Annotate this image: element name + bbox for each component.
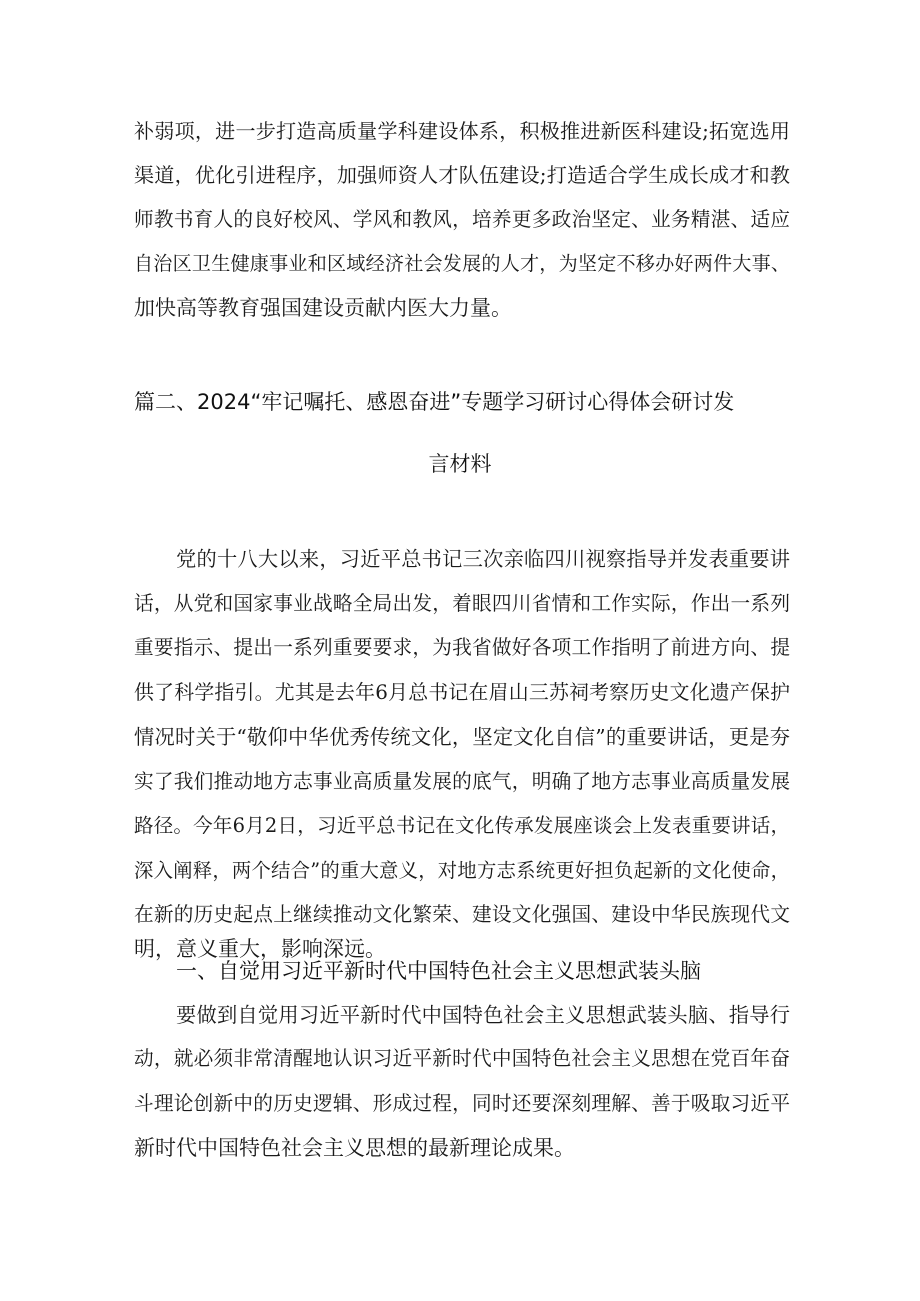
paragraph-1-line-1: 党的十八大以来，习近平总书记三次亲临四川视察指导并发表重要讲 bbox=[176, 547, 790, 571]
intro-line-3: 师教书育人的良好校风、学风和教风，培养更多政治坚定、业务精湛、适应 bbox=[134, 208, 790, 231]
chapter-title-line-1: 篇二、2024“牢记嘱托、感恩奋进”专题学习研讨心得体会研讨发 bbox=[134, 390, 735, 414]
paragraph-1-line-10: 明，意义重大，影响深远。 bbox=[134, 937, 386, 961]
intro-line-5: 加快高等教育强国建设贡献内医大力量。 bbox=[134, 296, 512, 320]
intro-line-1: 补弱项，进一步打造高质量学科建设体系，积极推进新医科建设;拓宽选用 bbox=[134, 119, 790, 143]
paragraph-2-line-1: 要做到自觉用习近平新时代中国特色社会主义思想武装头脑、指导行 bbox=[176, 1003, 790, 1027]
paragraph-1-line-2: 话，从党和国家事业战略全局出发，着眼四川省情和工作实际，作出一系列 bbox=[134, 592, 790, 615]
paragraph-1-line-4: 供了科学指引。尤其是去年6月总书记在眉山三苏祠考察历史文化遗产保护 bbox=[134, 681, 790, 704]
paragraph-2-line-3: 斗理论创新中的历史逻辑、形成过程，同时还要深刻理解、善于吸取习近平 bbox=[134, 1092, 790, 1115]
paragraph-1-line-5: 情况时关于“敬仰中华优秀传统文化，坚定文化自信”的重要讲话，更是夯 bbox=[134, 725, 790, 749]
intro-line-4: 自治区卫生健康事业和区域经济社会发展的人才，为坚定不移办好两件大事、 bbox=[134, 252, 790, 275]
paragraph-2-line-2: 动，就必须非常清醒地认识习近平新时代中国特色社会主义思想在党百年奋 bbox=[134, 1047, 790, 1070]
chapter-title-line-2: 言材料 bbox=[428, 452, 492, 476]
paragraph-1-line-3: 重要指示、提出一系列重要要求，为我省做好各项工作指明了前进方向、提 bbox=[134, 636, 790, 659]
paragraph-2-line-4: 新时代中国特色社会主义思想的最新理论成果。 bbox=[134, 1136, 575, 1160]
intro-line-2: 渠道，优化引进程序，加强师资人才队伍建设;打造适合学生成长成才和教 bbox=[134, 163, 790, 187]
paragraph-1-line-6: 实了我们推动地方志事业高质量发展的底气，明确了地方志事业高质量发展 bbox=[134, 770, 790, 793]
paragraph-1-line-8: 深入阐释，两个结合”的重大意义，对地方志系统更好担负起新的文化使命， bbox=[134, 859, 790, 882]
paragraph-1-line-7: 路径。今年6月2日，习近平总书记在文化传承发展座谈会上发表重要讲话， bbox=[134, 814, 790, 837]
paragraph-1-line-9: 在新的历史起点上继续推动文化繁荣、建设文化强国、建设中华民族现代文 bbox=[134, 903, 790, 926]
section-heading: 一、自觉用习近平新时代中国特色社会主义思想武装头脑 bbox=[176, 959, 701, 983]
